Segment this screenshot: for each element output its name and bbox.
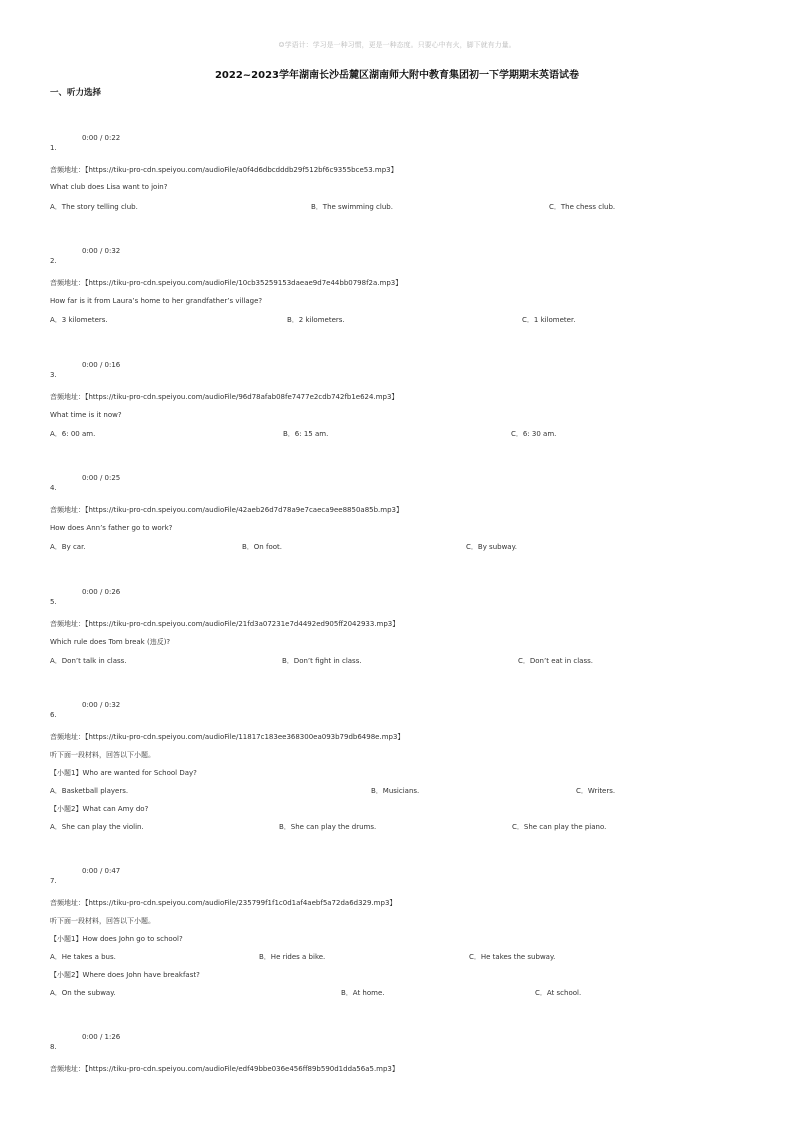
option-a[interactable]: A．6: 00 am. [50,430,96,438]
option-c[interactable]: C．Writers. [576,787,616,795]
option-b[interactable]: B．Don’t fight in class. [282,657,362,665]
audio-address[interactable]: 音频地址：【https://tiku-pro-cdn.speiyou.com/audioFile/96d78afab08fe7477e2cdb742fb1e624.mp3】 [50,393,399,401]
audio-address[interactable]: 音频地址：【https://tiku-pro-cdn.speiyou.com/audioFile/11817c183ee368300ea093b79db6498e.mp3】 [50,733,405,741]
option-c[interactable]: C．By subway. [466,543,517,551]
option-a[interactable]: A．Don’t talk in class. [50,657,127,665]
audio-time[interactable]: 0:00 / 0:16 [82,361,121,369]
option-b[interactable]: B．On foot. [242,543,282,551]
audio-time[interactable]: 0:00 / 0:22 [82,134,121,142]
option-b[interactable]: B．2 kilometers. [287,316,345,324]
audio-time[interactable]: 0:00 / 0:32 [82,247,121,255]
option-c[interactable]: C．1 kilometer. [522,316,576,324]
option-a[interactable]: A．By car. [50,543,86,551]
option-a[interactable]: A．He takes a bus. [50,953,116,961]
option-c[interactable]: C．6: 30 am. [511,430,557,438]
page-title: 2022~2023学年湖南长沙岳麓区湖南师大附中教育集团初一下学期期末英语试卷 [214,70,580,81]
question-number: 4. [50,484,57,492]
sub-question-2: 【小题2】Where does John have breakfast? [50,971,200,979]
option-b[interactable]: B．Musicians. [371,787,420,795]
audio-address[interactable]: 音频地址：【https://tiku-pro-cdn.speiyou.com/audioFile/a0f4d6dbcdddb29f512bf6c9355bce53.mp3】 [50,166,398,174]
option-c[interactable]: C．He takes the subway. [469,953,556,961]
question-7 [0,867,794,1007]
audio-time[interactable]: 0:00 / 0:25 [82,474,121,482]
question-number: 6. [50,711,57,719]
question-number: 1. [50,144,57,152]
option-a[interactable]: A．3 kilometers. [50,316,108,324]
question-text: What time is it now? [50,411,122,419]
audio-address[interactable]: 音频地址：【https://tiku-pro-cdn.speiyou.com/audioFile/21fd3a07231e7d4492ed905ff2042933.mp3】 [50,620,400,628]
option-b[interactable]: B．She can play the drums. [279,823,377,831]
question-5 [0,588,794,698]
section-heading: 一、听力选择 [50,88,102,98]
audio-address[interactable]: 音频地址：【https://tiku-pro-cdn.speiyou.com/audioFile/edf49bbe036e456ff89b590d1dda56a5.mp3】 [50,1065,399,1073]
option-a[interactable]: A．On the subway. [50,989,116,997]
option-a[interactable]: A．Basketball players. [50,787,129,795]
option-b[interactable]: B．6: 15 am. [283,430,329,438]
question-2 [0,247,794,357]
sub-question-1: 【小题1】How does John go to school? [50,935,183,943]
passage-intro: 听下面一段材料，回答以下小题。 [50,917,155,925]
question-number: 3. [50,371,57,379]
option-c[interactable]: C．At school. [535,989,582,997]
question-number: 5. [50,598,57,606]
question-text: Which rule does Tom break (违反)? [50,638,171,646]
question-number: 2. [50,257,57,265]
audio-time[interactable]: 0:00 / 0:47 [82,867,121,875]
sub-question-1: 【小题1】Who are wanted for School Day? [50,769,197,777]
question-8 [0,1033,794,1083]
question-number: 7. [50,877,57,885]
option-b[interactable]: B．The swimming club. [311,203,393,211]
audio-time[interactable]: 0:00 / 1:26 [82,1033,121,1041]
sub-question-2: 【小题2】What can Amy do? [50,805,149,813]
option-c[interactable]: C．Don’t eat in class. [518,657,593,665]
question-1 [0,134,794,244]
option-a[interactable]: A．She can play the violin. [50,823,144,831]
question-3 [0,361,794,471]
question-text: How far is it from Laura’s home to her grandfather’s village? [50,297,263,305]
question-6 [0,701,794,841]
audio-time[interactable]: 0:00 / 0:32 [82,701,121,709]
audio-address[interactable]: 音频地址：【https://tiku-pro-cdn.speiyou.com/audioFile/235799f1f1c0d1af4aebf5a72da6d329.mp3】 [50,899,397,907]
option-a[interactable]: A．The story telling club. [50,203,138,211]
option-c[interactable]: C．The chess club. [549,203,616,211]
audio-time[interactable]: 0:00 / 0:26 [82,588,121,596]
watermark: ☺学语计：学习是一种习惯，更是一种态度。只要心中有火，脚下就有力量。 [278,41,516,49]
question-text: What club does Lisa want to join? [50,183,168,191]
option-c[interactable]: C．She can play the piano. [512,823,607,831]
passage-intro: 听下面一段材料，回答以下小题。 [50,751,155,759]
question-text: How does Ann’s father go to work? [50,524,173,532]
option-b[interactable]: B．At home. [341,989,385,997]
option-b[interactable]: B．He rides a bike. [259,953,326,961]
audio-address[interactable]: 音频地址：【https://tiku-pro-cdn.speiyou.com/audioFile/10cb35259153daeae9d7e44bb0798f2a.mp3】 [50,279,403,287]
question-4 [0,474,794,584]
question-number: 8. [50,1043,57,1051]
audio-address[interactable]: 音频地址：【https://tiku-pro-cdn.speiyou.com/audioFile/42aeb26d7d78a9e7caeca9ee8850a85b.mp3】 [50,506,403,514]
